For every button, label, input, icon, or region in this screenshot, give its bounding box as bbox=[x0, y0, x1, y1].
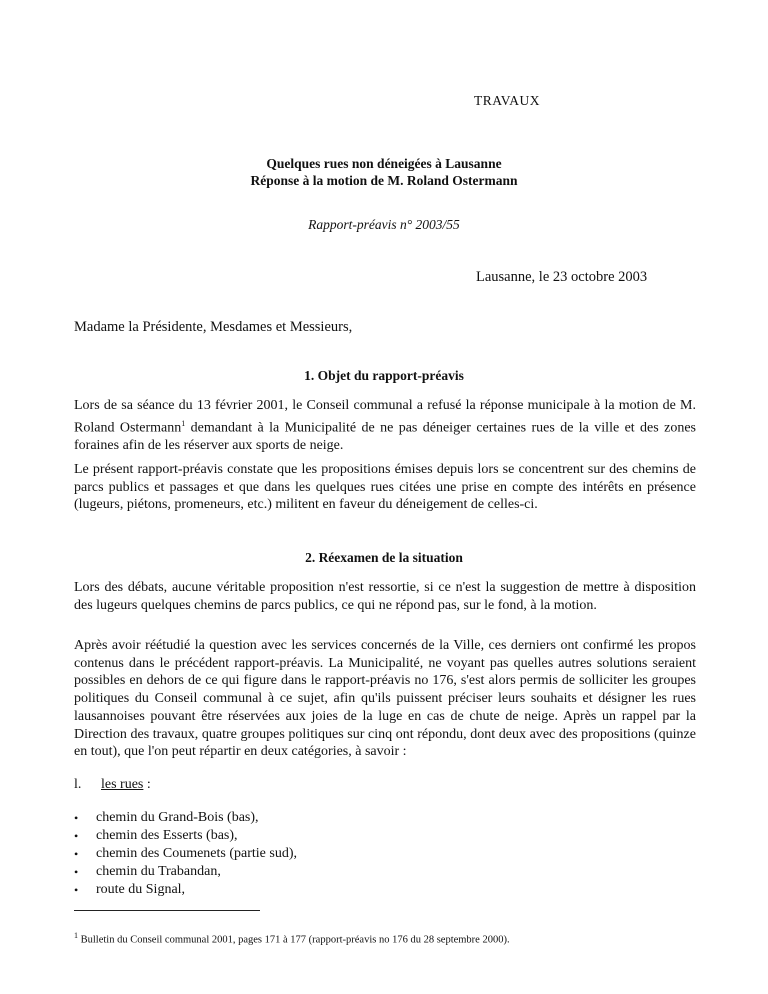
paragraph-text-after-note: demandant à la Municipalité de ne pas déneiger certaines rues de la ville et des zones foraines afin de les réserver aux sports de neige. bbox=[74, 420, 696, 454]
salutation: Madame la Présidente, Mesdames et Messieurs, bbox=[74, 319, 353, 335]
footnote-text: Bulletin du Conseil communal 2001, pages 171 à 177 (rapport-préavis no 176 du 28 septembre 2000). bbox=[78, 934, 510, 946]
title-line-2: Réponse à la motion de M. Roland Ostermann bbox=[250, 173, 518, 188]
bullet-icon: • bbox=[74, 811, 79, 825]
section-2-paragraph-1: Lors des débats, aucune véritable proposition n'est ressortie, si ce n'est la suggestion de mettre à disposition des lugeurs quelques chemins de parcs publics, ce qui ne répond pas, sur le fond, à la motion. bbox=[74, 580, 696, 613]
title-line-1: Quelques rues non déneigées à Lausanne bbox=[266, 156, 502, 171]
place-date: Lausanne, le 23 octobre 2003 bbox=[476, 269, 648, 285]
bullet-icon: • bbox=[74, 847, 79, 861]
bullet-icon: • bbox=[74, 829, 79, 843]
report-reference: Rapport-préavis n° 2003/55 bbox=[308, 217, 460, 232]
list-item-text: chemin du Trabandan, bbox=[96, 864, 221, 879]
list-item-text: chemin du Grand-Bois (bas), bbox=[96, 810, 259, 825]
footnote-mark: 1 bbox=[74, 931, 78, 940]
list-label-suffix: : bbox=[143, 777, 151, 792]
list-item-text: route du Signal, bbox=[96, 882, 186, 897]
footnote-divider bbox=[74, 910, 260, 911]
bullet-icon: • bbox=[74, 865, 79, 879]
list-item-text: chemin des Esserts (bas), bbox=[96, 828, 238, 843]
section-1-paragraph-2: Le présent rapport-préavis constate que les propositions émises depuis lors se concentrent sur des chemins de parcs publics et passages et que dans les quelques rues citées une prise en compte des intérêts en présence (lugeurs, piétons, promeneurs, etc.) militent en faveur du déneigement de celles-ci. bbox=[74, 462, 696, 513]
document-title bbox=[0, 155, 768, 189]
section-1-heading: 1. Objet du rapport-préavis bbox=[304, 368, 464, 383]
list-label: les rues bbox=[101, 777, 144, 792]
section-2-heading: 2. Réexamen de la situation bbox=[305, 550, 463, 565]
list-item bbox=[74, 881, 297, 899]
street-list bbox=[74, 809, 297, 899]
bullet-icon: • bbox=[74, 883, 79, 897]
department-header: TRAVAUX bbox=[474, 93, 541, 108]
paragraph-text-before-note: Lors de sa séance du 13 février 2001, le Conseil communal a refusé la réponse municipale à la motion de M. Roland Ostermann bbox=[74, 398, 696, 436]
list-item-text: chemin des Coumenets (partie sud), bbox=[96, 846, 298, 861]
list-item bbox=[74, 827, 297, 845]
footnote bbox=[74, 931, 510, 946]
section-1-paragraph-1 bbox=[74, 397, 696, 455]
list-item bbox=[74, 845, 297, 863]
section-2-paragraph-2: Après avoir réétudié la question avec les services concernés de la Ville, ces derniers ont confirmé les propos contenus dans le précédent rapport-préavis. La Municipalité, ne voyant pas quelles autres solutions seraient possibles en dehors de ce qui figure dans le rapport-préavis no 176, s'est alors permis de solliciter les groupes politiques du Conseil communal à ce sujet, afin qu'ils puissent préciser leurs souhaits et désigner les rues lausannoises pouvant être réservées aux joies de la luge en cas de chute de neige. Après un rappel par la Direction des travaux, quatre groupes politiques sur cinq ont répondu, dont deux avec des propositions (quinze en tout), que l'on peut répartir en deux catégories, à savoir : bbox=[74, 638, 696, 760]
footnote-reference: 1 bbox=[181, 418, 186, 428]
list-item bbox=[74, 863, 297, 881]
list-heading bbox=[74, 777, 151, 793]
list-item bbox=[74, 809, 297, 827]
list-number: l. bbox=[74, 777, 82, 792]
